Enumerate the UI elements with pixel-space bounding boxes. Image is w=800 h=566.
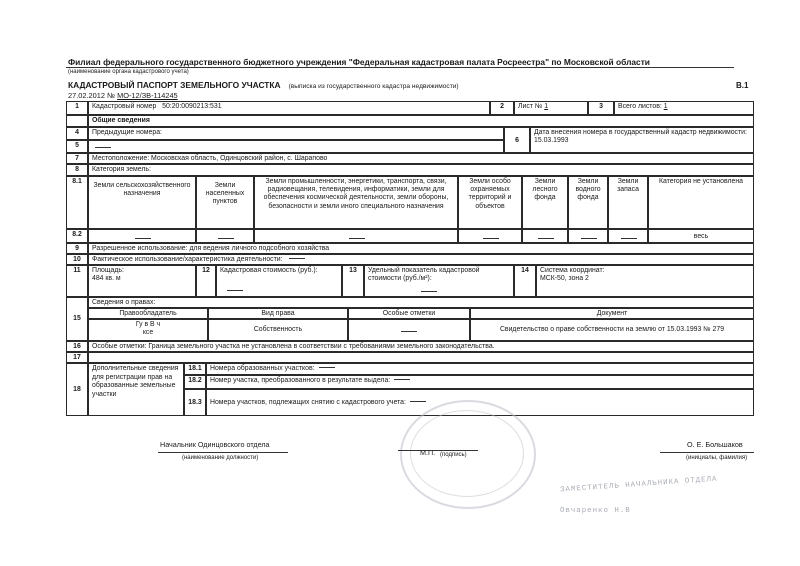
row-17-blank [88, 352, 754, 363]
row-num: 14 [514, 265, 536, 297]
cadastral-cost: Кадастровая стоимость (руб.): [216, 265, 342, 297]
row-num: 17 [66, 352, 88, 363]
signer-name: О. Е. Большаков [687, 440, 743, 449]
row-num: 3 [588, 101, 614, 115]
rights-header-document: Документ [470, 308, 754, 319]
doc-number-line: 27.02.2012 № МО-12/ЗВ-114245 [68, 91, 178, 100]
row-num: 13 [342, 265, 364, 297]
specific-cost: Удельный показатель кадастровой стоимости (руб./м²): [364, 265, 514, 297]
row-num: 15 [66, 297, 88, 341]
form-code: В.1 [736, 81, 749, 90]
category-value [568, 229, 608, 243]
previous-numbers: Предыдущие номера: [88, 127, 504, 140]
rights-notes [348, 319, 470, 341]
row-num: 5 [66, 140, 88, 153]
row-num: 18.2 [184, 375, 206, 389]
category-value [254, 229, 458, 243]
category-col: Земли запаса [608, 176, 648, 229]
category-value [522, 229, 568, 243]
rights-type: Собственность [208, 319, 348, 341]
doc-subtitle: (выписка из государственного кадастра недвижимости) [288, 83, 459, 90]
previous-numbers-value [88, 140, 504, 153]
position-caption: (наименование должности) [182, 455, 259, 461]
rights-title: Сведения о правах: [88, 297, 754, 308]
row-num: 7 [66, 153, 88, 164]
registration-date: Дата внесения номера в государственный кадастр недвижимости: 15.03.1993 [530, 127, 754, 153]
location: Местоположение: Московская область, Одинцовский район, с. Шарапово [88, 153, 754, 164]
row-num: 16 [66, 341, 88, 352]
category-col: Земли лесного фонда [522, 176, 568, 229]
name-caption: (инициалы, фамилия) [686, 455, 748, 461]
org-title: Филиал федерального государственного бюджетного учреждения "Федеральная кадастровая палата Росреестра" по Московской области [68, 57, 650, 67]
row-num: 18.3 [184, 389, 206, 416]
divider [398, 450, 478, 451]
row-num: 2 [490, 101, 514, 115]
section-general: Общие сведения [88, 115, 754, 127]
row-num: 18 [66, 363, 88, 416]
doc-number: МО-12/ЗВ-114245 [117, 91, 178, 100]
signer-position: Начальник Одинцовского отдела [160, 440, 270, 449]
formed-parcels: Номера образованных участков: [206, 363, 754, 375]
category-col: Категория не установлена [648, 176, 754, 229]
org-caption: (наименование органа кадастрового учета) [68, 69, 189, 75]
land-category: Категория земель: [88, 164, 754, 176]
total-sheets: Всего листов: 1 [614, 101, 754, 115]
blank-cell [66, 115, 88, 127]
stamp-position: ЗАМЕСТИТЕЛЬ НАЧАЛЬНИКА ОТДЕЛА [559, 475, 718, 495]
category-col: Земли населенных пунктов [196, 176, 254, 229]
rights-document: Свидетельство о праве собственности на землю от 15.03.1993 № 279 [470, 319, 754, 341]
row-num: 1 [66, 101, 88, 115]
rights-header-notes: Особые отметки [348, 308, 470, 319]
doc-title: КАДАСТРОВЫЙ ПАСПОРТ ЗЕМЕЛЬНОГО УЧАСТКА (выписка из государственного кадастра недвижимости) [68, 80, 459, 90]
row-num: 4 [66, 127, 88, 140]
category-col: Земли особо охраняемых территорий и объектов [458, 176, 522, 229]
row-num: 10 [66, 254, 88, 265]
coordinate-system: Система координат: МСК-50, зона 2 [536, 265, 754, 297]
stamp-name: Овчаренко Н.В [560, 507, 631, 515]
category-value [608, 229, 648, 243]
transformed-parcel: Номер участка, преобразованного в результате выдела: [206, 375, 754, 389]
area: Площадь: 484 кв. м [88, 265, 196, 297]
row-num: 8 [66, 164, 88, 176]
category-value [196, 229, 254, 243]
category-value: весь [648, 229, 754, 243]
divider [660, 452, 754, 453]
additional-info: Дополнительные сведения для регистрации прав на образованные земельные участки [88, 363, 184, 416]
cadastral-number: Кадастровый номер 50:20:0090213:531 [88, 101, 490, 115]
sheet-number: Лист № 1 [514, 101, 588, 115]
sign-caption: (подпись) [440, 452, 467, 458]
row-num: 11 [66, 265, 88, 297]
removed-parcels: Номера участков, подлежащих снятию с кадастрового учета: [206, 389, 754, 416]
seal-mark: М.П. [420, 448, 436, 457]
rights-header-owner: Правообладатель [88, 308, 208, 319]
row-num: 8.2 [66, 229, 88, 243]
rights-header-type: Вид права [208, 308, 348, 319]
divider [66, 67, 734, 68]
row-num: 18.1 [184, 363, 206, 375]
row-num: 9 [66, 243, 88, 254]
category-col: Земли водного фонда [568, 176, 608, 229]
row-num: 6 [504, 127, 530, 153]
rights-owner: Гу в В ч ксе [88, 319, 208, 341]
divider [158, 452, 288, 453]
special-notes: Особые отметки: Граница земельного участка не установлена в соответствии с требованиями земельного законодательства. [88, 341, 754, 352]
category-value [458, 229, 522, 243]
row-num: 12 [196, 265, 216, 297]
row-num: 8.1 [66, 176, 88, 229]
category-col: Земли промышленности, энергетики, транспорта, связи, радиовещания, телевидения, информатики, земли для обеспечения космической деятельности, земли обороны, безопасности и земли иного специального назначения [254, 176, 458, 229]
category-col: Земли сельскохозяйственного назначения [88, 176, 196, 229]
category-value [88, 229, 196, 243]
actual-use: Фактическое использование/характеристика деятельности: [88, 254, 754, 265]
permitted-use: Разрешенное использование: для ведения личного подсобного хозяйства [88, 243, 754, 254]
